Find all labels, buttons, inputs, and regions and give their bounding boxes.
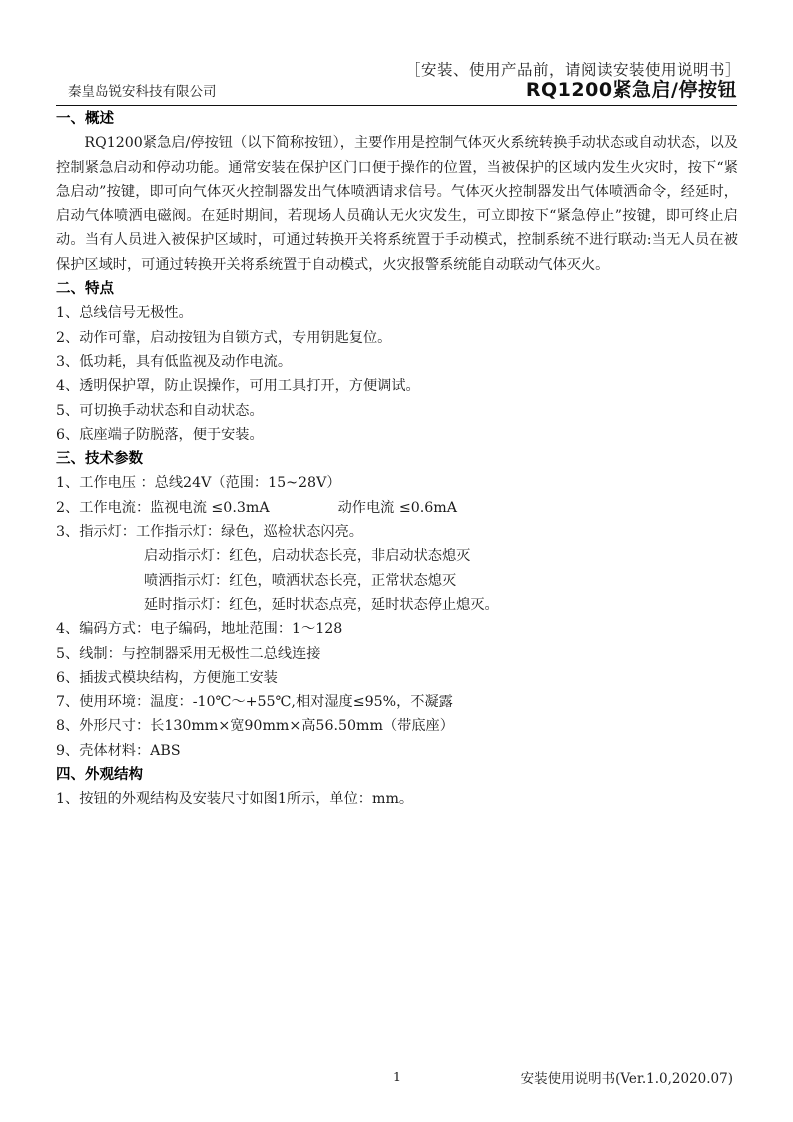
- header-notice: ［安装、使用产品前，请阅读安装使用说明书］: [404, 61, 741, 79]
- header-rule: [56, 105, 737, 106]
- feature-item: 5、可切换手动状态和自动状态。: [56, 402, 264, 419]
- section-heading-specs: 三、技术参数: [56, 451, 143, 468]
- appearance-item: 1、按钮的外观结构及安装尺寸如图1所示，单位：mm。: [56, 791, 414, 808]
- spec-item: 4、编码方式：电子编码，地址范围：1～128: [56, 621, 343, 638]
- document-body: [56, 107, 738, 812]
- spec-voltage: 1、工作电压 ：总线24V（范围：15~28V）: [56, 475, 341, 492]
- section-heading-appearance: 四、外观结构: [56, 767, 143, 784]
- footer-version: 安装使用说明书(Ver.1.0,2020.07): [520, 1071, 733, 1087]
- spec-indicator: 3、指示灯：工作指示灯：绿色，巡检状态闪亮。: [56, 524, 363, 541]
- feature-item: 1、总线信号无极性。: [56, 305, 193, 322]
- section-heading-features: 二、特点: [56, 281, 114, 298]
- spec-item: 5、线制：与控制器采用无极性二总线连接: [56, 645, 321, 662]
- feature-item: 2、动作可靠，启动按钮为自锁方式，专用钥匙复位。: [56, 329, 392, 346]
- spec-item: 7、使用环境：温度：-10℃～+55℃,相对湿度≤95%，不凝露: [56, 694, 453, 711]
- spec-item: 6、插拔式模块结构，方便施工安装: [56, 669, 278, 686]
- company-name: 秦皇岛锐安科技有限公司: [68, 84, 217, 100]
- feature-item: 3、低功耗，具有低监视及动作电流。: [56, 353, 293, 370]
- page-number: 1: [393, 1069, 401, 1084]
- spec-current: [56, 496, 738, 520]
- spec-indicator: 喷洒指示灯：红色，喷洒状态长亮，正常状态熄灭: [144, 572, 457, 589]
- spec-item: 9、壳体材料：ABS: [56, 742, 181, 759]
- spec-item: 8、外形尺寸：长130mm×宽90mm×高56.50mm（带底座）: [56, 718, 454, 735]
- section-heading-overview: 一、概述: [56, 111, 114, 127]
- document-title: RQ1200紧急启/停按钮: [525, 79, 737, 101]
- spec-current-action: 动作电流 ≤0.6mA: [337, 499, 457, 516]
- feature-item: 4、透明保护罩，防止误操作，可用工具打开，方便调试。: [56, 378, 420, 395]
- spec-indicator: 延时指示灯：红色，延时状态点亮，延时状态停止熄灭。: [144, 596, 499, 613]
- feature-item: 6、底座端子防脱落，便于安装。: [56, 426, 264, 443]
- spec-current-monitor: 2、工作电流：监视电流 ≤0.3mA: [56, 499, 270, 516]
- overview-paragraph: RQ1200紧急启/停按钮（以下简称按钮），主要作用是控制气体灭火系统转换手动状态或自动状态，以及控制紧急启动和停动功能。通常安装在保护区门口便于操作的位置，当被保护的区域内发生火灾时，按下“紧急启动”按键，即可向气体灭火控制器发出气体喷洒请求信号。气体灭火控制器发出气体喷洒命令，经延时，启动气体喷洒电磁阀。在延时期间，若现场人员确认无火灾发生，可立即按下“紧急停止”按键，即可终止启动。当有人员进入被保护区域时，可通过转换开关将系统置于手动模式，控制系统不进行联动:当无人员在被保护区域时，可通过转换开关将系统置于自动模式，火灾报警系统能自动联动气体灭火。: [56, 135, 738, 273]
- spec-indicator: 启动指示灯：红色，启动状态长亮，非启动状态熄灭: [144, 548, 471, 565]
